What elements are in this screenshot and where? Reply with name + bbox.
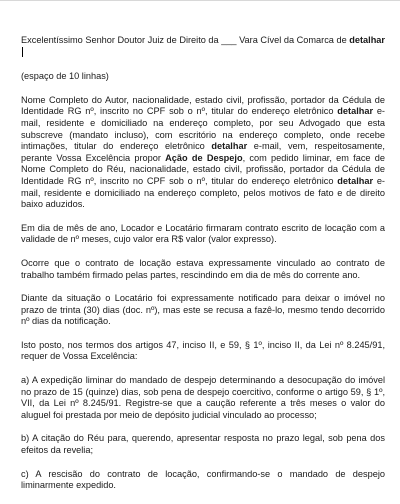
document-body — [21, 35, 385, 504]
court-header-text: Excelentíssimo Senhor Doutor Juiz de Direito da ___ Vara Cível da Comarca de — [21, 35, 347, 45]
notice-paragraph: Diante da situação o Locatário foi expressamente notificado para deixar o imóvel no prazo de trinta (30) dias (doc. nº), mas este se recusa a fazê-lo, mesmo tendo decorrido nº dias da notificação. — [21, 293, 385, 327]
parties-text-3: e-mail, vem, respeitosamente, perante Vossa Excelência propor — [21, 141, 385, 163]
request-item-b: b) A citação do Réu para, querendo, apresentar resposta no prazo legal, sob pena dos efeitos da revelia; — [21, 433, 385, 456]
spacing-note: (espaço de 10 linhas) — [21, 71, 109, 82]
parties-bold-1: detalhar — [337, 106, 374, 117]
parties-bold-2: detalhar — [211, 141, 248, 152]
action-title: Ação de Despejo — [165, 152, 243, 163]
request-paragraph: Isto posto, nos termos dos artigos 47, inciso II, e 59, § 1º, inciso II, da Lei nº 8.245/91, requer de Vossa Excelência: — [21, 339, 385, 362]
court-header — [21, 35, 385, 59]
link-paragraph: Ocorre que o contrato de locação estava expressamente vinculado ao contrato de trabalho também firmado pelas partes, rescindindo em dia de mês do corrente ano. — [21, 257, 385, 280]
parties-bold-4: detalhar — [337, 175, 374, 186]
text-cursor — [22, 47, 23, 57]
court-header-placeholder: detalhar — [349, 35, 385, 45]
parties-text-1: Nome Completo do Autor, nacionalidade, estado civil, profissão, portador da Cédula de Identidade RG nº, inscrito no CPF sob o nº, titular do endereço eletrônico — [21, 94, 385, 117]
contract-paragraph: Em dia de mês de ano, Locador e Locatário firmaram contrato escrito de locação com a validade de nº meses, cujo valor era R$ valor (valor expresso). — [21, 222, 385, 245]
parties-paragraph — [21, 95, 385, 211]
parties-text-4: , com pedido liminar, em face de Nome Completo do Réu, nacionalidade, estado civil, profissão, portador da Cédula de Identidade RG nº, inscrito no CPF sob o nº, titular do endereço eletrônico — [21, 152, 385, 186]
parties-text-5: e-mail, residente e domiciliado na endereço completo, pelos motivos de fato e de direito baixo aduzidos. — [21, 175, 385, 210]
request-item-a: a) A expedição liminar do mandado de despejo determinando a desocupação do imóvel no prazo de 15 (quinze) dias, sob pena de despejo coercitivo, conforme o artigo 59, § 1º, VII, da Lei nº 8.245/91. Registre-se que a caução referente a três meses o valor do aluguel foi prestada por meio de depósito judicial vinculado ao processo; — [21, 375, 385, 420]
parties-text-2: e-mail, residente e domiciliado na endereço completo, por seu Advogado que esta subscreve (mandato incluso), com escritório na endereço completo, onde recebe intimações, titular do endereço eletrônico — [21, 106, 385, 152]
request-item-c: c) A rescisão do contrato de locação, confirmando-se o mandado de despejo liminarmente expedido. — [21, 468, 385, 491]
